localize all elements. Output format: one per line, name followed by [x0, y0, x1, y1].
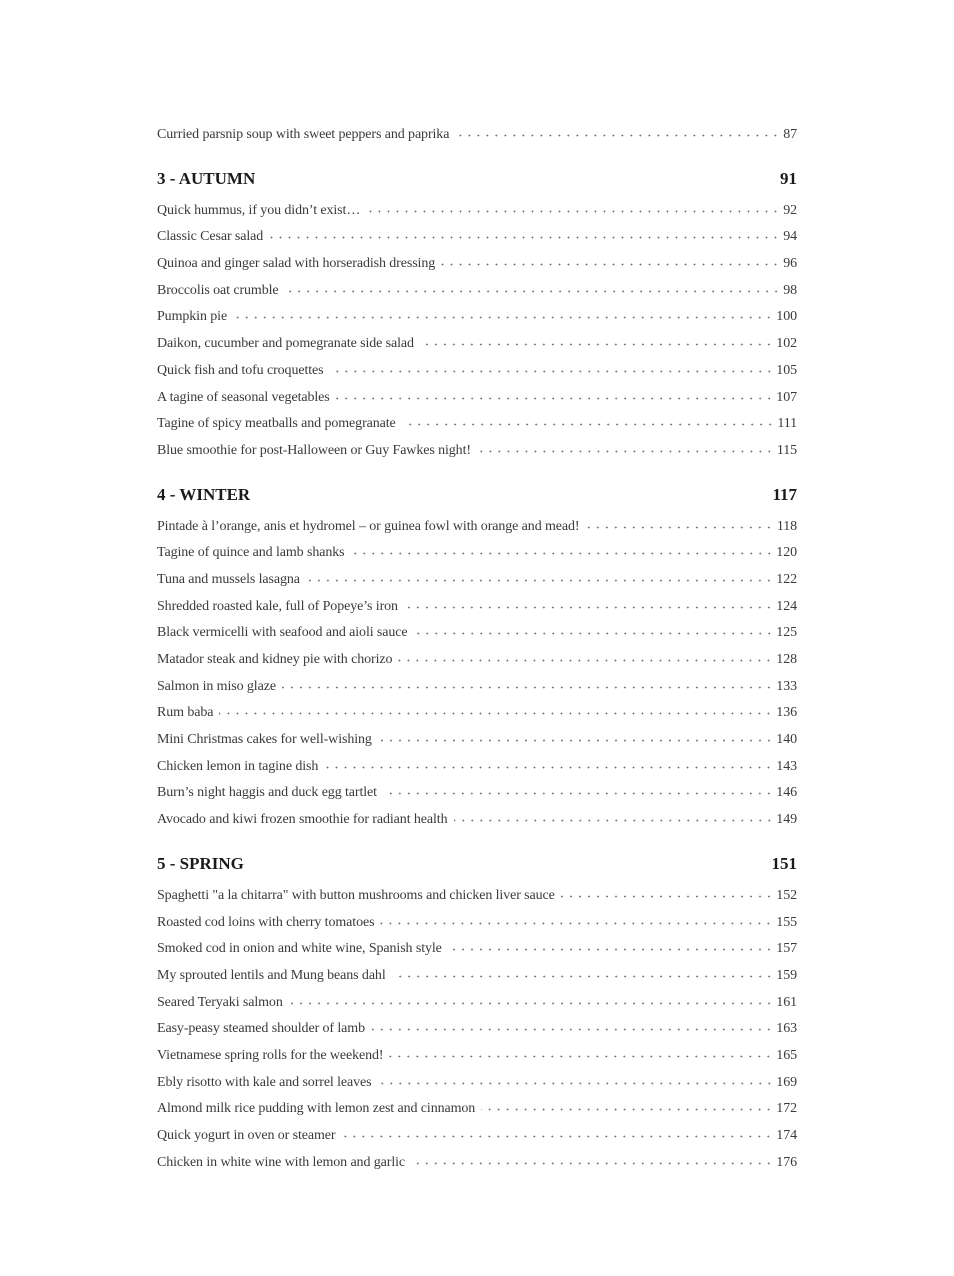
dot-leader — [455, 124, 780, 138]
toc-entry-page-number: 125 — [776, 625, 797, 641]
toc-entry-page-number: 96 — [783, 256, 797, 272]
chapter-page-number: 151 — [771, 853, 797, 873]
toc-entry-page-number: 105 — [776, 362, 797, 378]
toc-entry-page-number: 161 — [776, 994, 797, 1010]
dot-leader — [336, 387, 774, 401]
dot-leader — [378, 1072, 774, 1086]
toc-entry[interactable] — [157, 1043, 797, 1070]
toc-entry-page-number: 107 — [776, 389, 797, 405]
toc-entry-title: Rum baba — [157, 705, 214, 721]
dot-leader — [448, 938, 774, 952]
toc-entry-page-number: 111 — [777, 416, 797, 432]
dot-leader — [378, 729, 773, 743]
dot-leader — [306, 569, 773, 583]
toc-entry-page-number: 124 — [776, 598, 797, 614]
toc-entry-title: My sprouted lentils and Mung beans dahl — [157, 967, 386, 983]
toc-entry[interactable] — [157, 278, 797, 305]
toc-entry[interactable] — [157, 990, 797, 1017]
toc-entry[interactable] — [157, 883, 797, 910]
dot-leader — [454, 809, 774, 823]
dot-leader — [420, 333, 773, 347]
toc-entry-page-number: 120 — [776, 545, 797, 561]
toc-entry[interactable] — [157, 754, 797, 781]
toc-entry[interactable] — [157, 1150, 797, 1177]
toc-entry-title: Quinoa and ginger salad with horseradish dressing — [157, 256, 436, 272]
toc-entry[interactable] — [157, 936, 797, 963]
toc-entry[interactable] — [157, 620, 797, 647]
dot-leader — [341, 1125, 773, 1139]
dot-leader — [324, 756, 773, 770]
chapter-heading[interactable] — [157, 482, 797, 508]
dot-leader — [233, 306, 773, 320]
toc-entry[interactable] — [157, 674, 797, 701]
toc-entry-title: Curried parsnip soup with sweet peppers and paprika — [157, 127, 450, 142]
chapter-title: 3 - AUTUMN — [157, 168, 256, 188]
toc-entry-title: Chicken lemon in tagine dish — [157, 758, 319, 774]
dot-leader — [477, 440, 774, 454]
dot-leader — [371, 1018, 773, 1032]
toc-entry[interactable] — [157, 910, 797, 937]
toc-entry[interactable] — [157, 567, 797, 594]
toc-entry-page-number: 133 — [776, 678, 797, 694]
dot-leader — [441, 253, 780, 267]
toc-entry[interactable] — [157, 331, 797, 358]
toc-entry-page-number: 176 — [776, 1154, 797, 1170]
toc-entry[interactable] — [157, 358, 797, 385]
toc-entry-title: Black vermicelli with seafood and aioli sauce — [157, 625, 408, 641]
toc-entry-page-number: 122 — [776, 571, 797, 587]
toc-entry-title: Roasted cod loins with cherry tomatoes — [157, 914, 375, 930]
chapter-page-number: 117 — [772, 484, 797, 504]
dot-leader — [414, 622, 774, 636]
toc-entry[interactable] — [157, 224, 797, 251]
toc-entry[interactable] — [157, 700, 797, 727]
toc-entry-title: Mini Christmas cakes for well-wishing — [157, 732, 372, 748]
toc-entry-page-number: 128 — [776, 652, 797, 667]
toc-entry-page-number: 155 — [776, 914, 797, 930]
dot-leader — [289, 992, 774, 1006]
toc-entry-page-number: 174 — [776, 1128, 797, 1143]
toc-entry-title: Vietnamese spring rolls for the weekend! — [157, 1047, 384, 1063]
toc-entry-page-number: 172 — [776, 1101, 797, 1117]
toc-entry[interactable] — [157, 1070, 797, 1097]
toc-entry-title: Smoked cod in onion and white wine, Spanish style — [157, 941, 442, 957]
toc-entry-title: A tagine of seasonal vegetables — [157, 389, 330, 405]
toc-entry-title: Ebly risotto with kale and sorrel leaves — [157, 1074, 372, 1090]
dot-leader — [285, 280, 781, 294]
toc-entry-page-number: 152 — [776, 887, 797, 903]
toc-entry[interactable] — [157, 1096, 797, 1123]
toc-entry-title: Almond milk rice pudding with lemon zest and cinnamon — [157, 1101, 476, 1117]
toc-entry-page-number: 115 — [776, 442, 797, 458]
dot-leader — [330, 360, 774, 374]
dot-leader — [481, 1098, 773, 1112]
toc-entry-title: Shredded roasted kale, full of Popeye’s iron — [157, 598, 398, 614]
toc-entry-title: Easy-peasy steamed shoulder of lamb — [157, 1021, 365, 1037]
toc-entry-title: Classic Cesar salad — [157, 229, 264, 245]
dot-leader — [561, 885, 774, 899]
dot-leader — [282, 676, 773, 690]
toc-entry[interactable] — [157, 727, 797, 754]
toc-entry-page-number: 143 — [776, 758, 797, 774]
dot-leader — [389, 1045, 773, 1059]
toc-entry[interactable] — [157, 438, 797, 465]
dot-leader — [269, 226, 780, 240]
table-of-contents — [157, 122, 797, 1176]
toc-entry-page-number: 169 — [776, 1074, 797, 1090]
toc-entry[interactable] — [157, 251, 797, 278]
toc-entry-title: Burn’s night haggis and duck egg tartlet — [157, 785, 377, 801]
toc-entry-title: Tuna and mussels lasagna — [157, 571, 300, 587]
dot-leader — [404, 596, 773, 610]
toc-entry-page-number: 136 — [776, 705, 797, 721]
dot-leader — [402, 413, 775, 427]
dot-leader — [585, 516, 773, 530]
dot-leader — [398, 649, 773, 663]
toc-entry[interactable] — [157, 594, 797, 621]
dot-leader — [411, 1152, 773, 1166]
toc-entry-title: Quick hummus, if you didn’t exist… — [157, 202, 361, 218]
dot-leader — [219, 702, 773, 716]
toc-entry-title: Chicken in white wine with lemon and garlic — [157, 1154, 406, 1170]
toc-entry-title: Pintade à l’orange, anis et hydromel – or guinea fowl with orange and mead! — [157, 518, 580, 534]
toc-entry-title: Tagine of spicy meatballs and pomegranate — [157, 416, 396, 432]
toc-entry-title: Matador steak and kidney pie with chorizo — [157, 652, 393, 667]
toc-entry[interactable] — [157, 1016, 797, 1043]
toc-entry-page-number: 87 — [783, 127, 797, 142]
toc-entry-title: Quick yogurt in oven or steamer — [157, 1128, 336, 1143]
toc-entry-title: Broccolis oat crumble — [157, 282, 279, 298]
chapter-title: 4 - WINTER — [157, 484, 251, 504]
toc-entry-title: Tagine of quince and lamb shanks — [157, 545, 345, 561]
toc-entry[interactable] — [157, 1123, 797, 1150]
toc-entry[interactable] — [157, 963, 797, 990]
dot-leader — [351, 542, 774, 556]
toc-entry-page-number: 94 — [783, 229, 797, 245]
toc-entry[interactable] — [157, 514, 797, 541]
toc-entry-title: Seared Teryaki salmon — [157, 994, 283, 1010]
chapter-heading[interactable] — [157, 166, 797, 192]
chapter-title: 5 - SPRING — [157, 853, 244, 873]
dot-leader — [380, 912, 773, 926]
chapter-heading[interactable] — [157, 851, 797, 877]
toc-entry[interactable] — [157, 385, 797, 412]
toc-entry-title: Quick fish and tofu croquettes — [157, 362, 324, 378]
toc-entry-page-number: 159 — [776, 967, 797, 983]
toc-entry-page-number: 163 — [776, 1021, 797, 1037]
toc-entry-title: Daikon, cucumber and pomegranate side salad — [157, 336, 414, 352]
dot-leader — [366, 200, 780, 214]
toc-entry-page-number: 165 — [776, 1047, 797, 1063]
dot-leader — [383, 782, 773, 796]
toc-entry-title: Spaghetti "a la chitarra" with button mushrooms and chicken liver sauce — [157, 887, 555, 903]
toc-entry[interactable] — [157, 807, 797, 834]
toc-entry-title: Salmon in miso glaze — [157, 678, 276, 694]
toc-entry[interactable] — [157, 647, 797, 674]
toc-entry-page-number: 140 — [776, 732, 797, 748]
chapter-page-number: 91 — [780, 168, 797, 188]
toc-entry-page-number: 118 — [776, 518, 797, 534]
toc-entry[interactable] — [157, 540, 797, 567]
toc-entry-title: Blue smoothie for post-Halloween or Guy Fawkes night! — [157, 442, 471, 458]
toc-entry-page-number: 100 — [776, 309, 797, 325]
toc-entry-page-number: 157 — [776, 941, 797, 957]
toc-entry[interactable] — [157, 122, 797, 149]
toc-entry[interactable] — [157, 411, 797, 438]
toc-entry-page-number: 149 — [776, 812, 797, 828]
toc-entry-title: Avocado and kiwi frozen smoothie for radiant health — [157, 812, 448, 828]
toc-entry-page-number: 92 — [783, 202, 797, 218]
toc-entry[interactable] — [157, 198, 797, 225]
toc-entry[interactable] — [157, 780, 797, 807]
toc-entry-title: Pumpkin pie — [157, 309, 228, 325]
dot-leader — [392, 965, 774, 979]
toc-entry[interactable] — [157, 304, 797, 331]
toc-entry-page-number: 146 — [776, 785, 797, 801]
toc-entry-page-number: 102 — [776, 336, 797, 352]
toc-entry-page-number: 98 — [783, 282, 797, 298]
